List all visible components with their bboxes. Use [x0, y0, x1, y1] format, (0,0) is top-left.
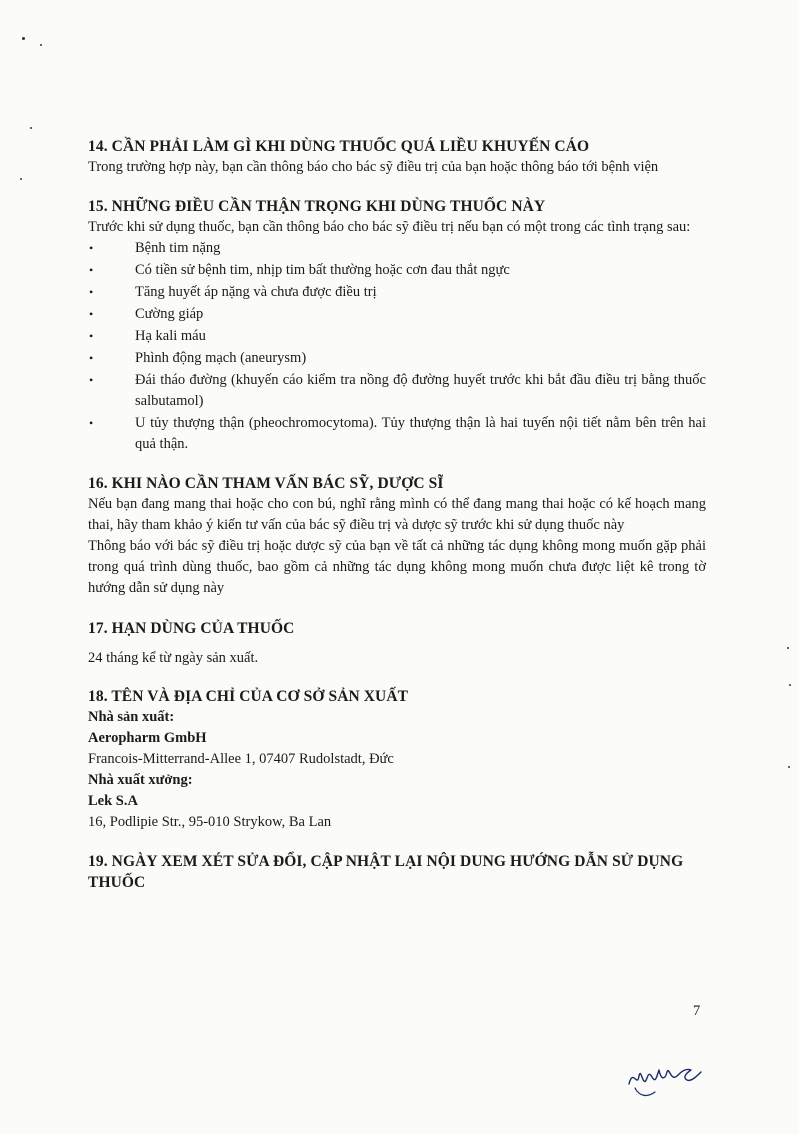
list-item: • Đái tháo đường (khuyến cáo kiểm tra nồng độ đường huyết trước khi bắt đầu điều trị bằng thuốc salbutamol) — [89, 372, 706, 409]
scan-speck — [788, 766, 790, 768]
list-item: • Có tiền sử bệnh tim, nhịp tim bất thường hoặc cơn đau thắt ngực — [88, 260, 706, 281]
scan-speck — [787, 647, 789, 649]
section-17 — [88, 618, 706, 669]
paragraph: Nếu bạn đang mang thai hoặc cho con bú, nghĩ rằng mình có thể đang mang thai hoặc có kế hoạch mang thai, hãy tham khảo ý kiến tư vấn của bác sỹ điều trị và dược sỹ trước khi sử dụng thuốc này — [88, 496, 706, 533]
bullet-icon: • — [89, 263, 94, 277]
list-item: • Tăng huyết áp nặng và chưa được điều trị — [88, 282, 706, 303]
scan-speck — [22, 37, 25, 40]
signature-icon — [625, 1058, 705, 1102]
section-heading: 15. NHỮNG ĐIỀU CẦN THẬN TRỌNG KHI DÙNG THUỐC NÀY — [88, 198, 546, 215]
bullet-icon: • — [89, 416, 94, 430]
bullet-icon: • — [89, 285, 94, 299]
precaution-list — [88, 238, 706, 455]
page-number: 7 — [693, 1003, 701, 1019]
releaser-label: Nhà xuất xưởng: — [88, 772, 193, 788]
section-heading: 17. HẠN DÙNG CỦA THUỐC — [88, 620, 295, 637]
list-item: • Cường giáp — [88, 304, 706, 325]
section-16 — [88, 473, 706, 599]
document-body — [88, 136, 706, 893]
releaser-address: 16, Podlipie Str., 95-010 Strykow, Ba Lan — [88, 814, 332, 830]
section-14 — [88, 136, 706, 178]
paragraph: Trước khi sử dụng thuốc, bạn cần thông báo cho bác sỹ điều trị nếu bạn có một trong các tình trạng sau: — [88, 219, 691, 235]
scan-speck — [40, 44, 42, 46]
list-item: • Hạ kali máu — [88, 326, 706, 347]
bullet-icon: • — [89, 241, 94, 255]
bullet-icon: • — [89, 307, 94, 321]
section-heading: 14. CẦN PHẢI LÀM GÌ KHI DÙNG THUỐC QUÁ LIỀU KHUYẾN CÁO — [88, 138, 590, 155]
scan-speck — [789, 684, 791, 686]
section-15 — [88, 196, 706, 455]
manufacturer-name: Aeropharm GmbH — [88, 730, 207, 746]
paragraph: Thông báo với bác sỹ điều trị hoặc dược sỹ của bạn về tất cả những tác dụng không mong muốn gặp phải trong quá trình dùng thuốc, bao gồm cả những tác dụng không mong muốn chưa được liệt kê trong tờ hướng dẫn sử dụng này — [88, 538, 706, 596]
bullet-icon: • — [89, 373, 94, 387]
list-item: • U tủy thượng thận (pheochromocytoma). Tủy thượng thận là hai tuyến nội tiết nằm bên trên hai quả thận. — [89, 415, 706, 452]
list-item: • Phình động mạch (aneurysm) — [88, 348, 706, 369]
scan-speck — [20, 178, 22, 180]
list-item: • Bệnh tim nặng — [88, 238, 706, 259]
section-heading: 18. TÊN VÀ ĐỊA CHỈ CỦA CƠ SỞ SẢN XUẤT — [88, 688, 409, 705]
section-heading: 16. KHI NÀO CẦN THAM VẤN BÁC SỸ, DƯỢC SĨ — [88, 475, 444, 492]
section-heading: 19. NGÀY XEM XÉT SỬA ĐỔI, CẬP NHẬT LẠI NỘI DUNG HƯỚNG DẪN SỬ DỤNG THUỐC — [88, 853, 684, 891]
releaser-name: Lek S.A — [88, 793, 138, 809]
section-19 — [88, 851, 706, 893]
bullet-icon: • — [89, 329, 94, 343]
section-18 — [88, 686, 706, 833]
manufacturer-label: Nhà sản xuất: — [88, 709, 175, 725]
manufacturer-address: Francois-Mitterrand-Allee 1, 07407 Rudolstadt, Đức — [88, 751, 394, 767]
paragraph: 24 tháng kể từ ngày sản xuất. — [88, 650, 259, 666]
paragraph: Trong trường hợp này, bạn cần thông báo cho bác sỹ điều trị của bạn hoặc thông báo tới bệnh viện — [88, 159, 659, 175]
scan-speck — [30, 127, 32, 129]
bullet-icon: • — [89, 351, 94, 365]
